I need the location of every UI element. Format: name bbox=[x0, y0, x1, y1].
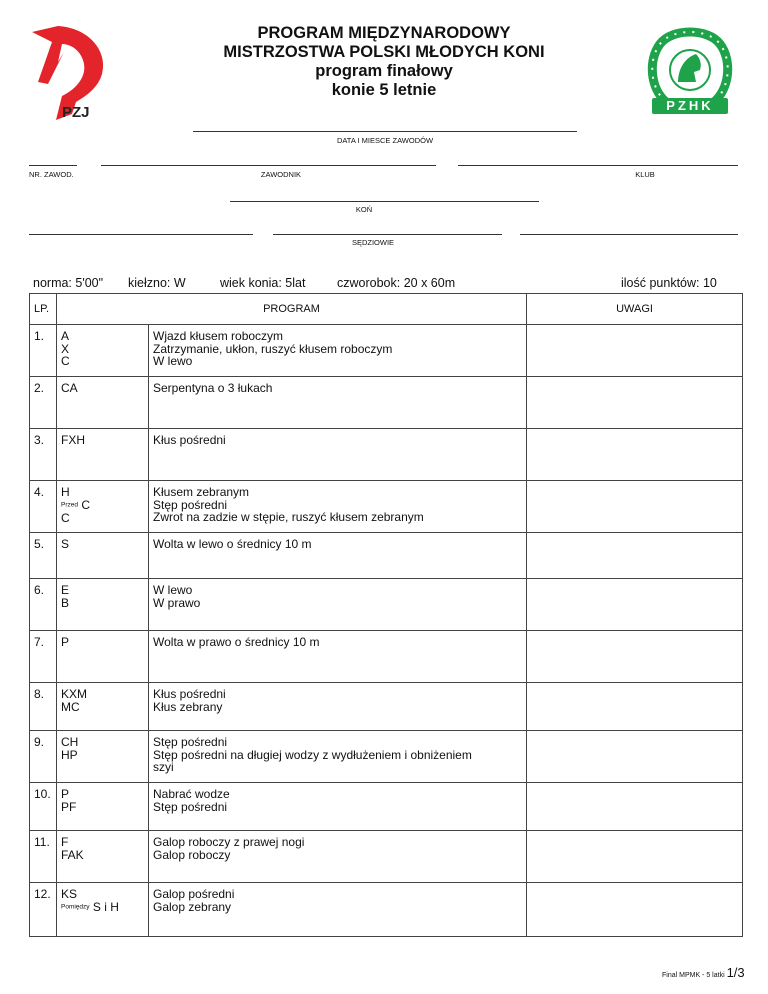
cell-program bbox=[149, 683, 527, 731]
arena-mark: FXH bbox=[61, 433, 85, 447]
movement-line: Zwrot na zadzie w stępie, ruszyć kłusem zebranym bbox=[153, 510, 424, 524]
mark-line bbox=[61, 499, 144, 512]
table-row bbox=[30, 683, 743, 731]
lp-value: 4. bbox=[34, 485, 45, 499]
movement-line: Zatrzymanie, ukłon, ruszyć kłusem roboczym bbox=[153, 341, 393, 356]
table-row bbox=[30, 831, 743, 883]
table-row bbox=[30, 325, 743, 377]
program-table bbox=[29, 293, 743, 937]
title-line: PROGRAM MIĘDZYNARODOWY bbox=[257, 24, 511, 42]
header-uwagi: UWAGI bbox=[527, 294, 743, 325]
movement-line: Stęp pośredni bbox=[153, 497, 228, 512]
cell-uwagi[interactable] bbox=[527, 631, 743, 683]
mark-line bbox=[61, 330, 144, 343]
mark-line bbox=[61, 584, 144, 597]
arena-mark: S bbox=[61, 537, 70, 551]
arena-mark: F bbox=[61, 835, 69, 849]
arena-mark: X bbox=[61, 341, 70, 356]
mark-line bbox=[61, 382, 144, 395]
cell-uwagi[interactable] bbox=[527, 683, 743, 731]
info-punkty: ilość punktów: 10 bbox=[621, 276, 717, 290]
cell-marks bbox=[57, 783, 149, 831]
cell-uwagi[interactable] bbox=[527, 325, 743, 377]
table-row bbox=[30, 377, 743, 429]
movement-line: Kłus zebrany bbox=[153, 699, 223, 714]
arena-mark: B bbox=[61, 595, 70, 610]
lp-value: 2. bbox=[34, 381, 45, 395]
movement-line: Galop zebrany bbox=[153, 899, 232, 914]
arena-mark: KXM bbox=[61, 687, 88, 701]
cell-lp bbox=[30, 883, 57, 937]
cell-marks bbox=[57, 481, 149, 533]
cell-marks bbox=[57, 325, 149, 377]
cell-uwagi[interactable] bbox=[527, 533, 743, 579]
cell-lp bbox=[30, 783, 57, 831]
movement-line: Wolta w lewo o średnicy 10 m bbox=[153, 537, 312, 551]
arena-mark: C bbox=[81, 497, 90, 512]
movement-line: W prawo bbox=[153, 595, 201, 610]
cell-lp bbox=[30, 731, 57, 783]
cell-lp bbox=[30, 631, 57, 683]
arena-mark: C bbox=[61, 354, 70, 368]
page-title bbox=[150, 24, 618, 100]
pzhk-logo-text: PZHK bbox=[666, 98, 714, 113]
arena-mark: CA bbox=[61, 381, 78, 395]
table-row bbox=[30, 883, 743, 937]
mark-line bbox=[61, 538, 144, 551]
mark-prefix: Pomiędzy bbox=[61, 903, 90, 911]
cell-marks bbox=[57, 731, 149, 783]
arena-mark: A bbox=[61, 329, 70, 343]
lp-value: 1. bbox=[34, 329, 45, 343]
table-row bbox=[30, 631, 743, 683]
movement-line: Stęp pośredni bbox=[153, 735, 228, 749]
arena-mark: P bbox=[61, 787, 70, 801]
footer-label: Final MPMK - 5 latki bbox=[662, 972, 725, 979]
cell-marks bbox=[57, 579, 149, 631]
mark-line bbox=[61, 355, 144, 368]
horse-label: KOŃ bbox=[355, 205, 373, 214]
cell-uwagi[interactable] bbox=[527, 783, 743, 831]
arena-mark: MC bbox=[61, 699, 80, 714]
cell-lp bbox=[30, 533, 57, 579]
judge-line-1[interactable] bbox=[29, 234, 253, 235]
cell-uwagi[interactable] bbox=[527, 377, 743, 429]
pzhk-logo bbox=[644, 20, 736, 120]
mark-line bbox=[61, 597, 144, 610]
cell-marks bbox=[57, 429, 149, 481]
footer bbox=[662, 965, 745, 980]
cell-uwagi[interactable] bbox=[527, 481, 743, 533]
cell-lp bbox=[30, 325, 57, 377]
movement-line: Kłus pośredni bbox=[153, 687, 226, 701]
mark-line bbox=[61, 701, 144, 714]
lp-value: 3. bbox=[34, 433, 45, 447]
table-row bbox=[30, 579, 743, 631]
table-row bbox=[30, 731, 743, 783]
club-label: KLUB bbox=[635, 170, 655, 179]
movement-line: W lewo bbox=[153, 354, 193, 368]
arena-mark: S i H bbox=[92, 899, 119, 914]
arena-mark: PF bbox=[61, 799, 77, 814]
lp-value: 5. bbox=[34, 537, 45, 551]
mark-line bbox=[61, 849, 144, 862]
movement-line: Kłus pośredni bbox=[153, 433, 226, 447]
judge-line-2[interactable] bbox=[273, 234, 502, 235]
cell-program bbox=[149, 533, 527, 579]
cell-program bbox=[149, 481, 527, 533]
competitor-no-line[interactable] bbox=[29, 165, 77, 166]
pzj-logo-text: PZJ bbox=[62, 104, 90, 121]
page-number: 1/3 bbox=[726, 965, 745, 980]
mark-line bbox=[61, 512, 144, 525]
pzj-logo bbox=[28, 22, 118, 130]
cell-marks bbox=[57, 883, 149, 937]
info-norma: norma: 5'00" bbox=[33, 276, 104, 290]
horse-line[interactable] bbox=[230, 201, 539, 202]
info-kielzno: kiełzno: W bbox=[128, 276, 186, 290]
title-line: program finałowy bbox=[315, 62, 453, 80]
cell-lp bbox=[30, 683, 57, 731]
movement-line: Serpentyna o 3 łukach bbox=[153, 381, 273, 395]
cell-uwagi[interactable] bbox=[527, 731, 743, 783]
table-header-row bbox=[30, 294, 743, 325]
cell-program bbox=[149, 579, 527, 631]
lp-value: 9. bbox=[34, 735, 45, 749]
mark-line bbox=[61, 901, 144, 914]
arena-mark: FAK bbox=[61, 847, 84, 862]
arena-mark: E bbox=[61, 583, 70, 597]
judge-line-3[interactable] bbox=[520, 234, 738, 235]
table-row bbox=[30, 533, 743, 579]
arena-mark: P bbox=[61, 635, 70, 649]
cell-lp bbox=[30, 831, 57, 883]
movement-line: Wolta w prawo o średnicy 10 m bbox=[153, 635, 320, 649]
cell-program bbox=[149, 731, 527, 783]
cell-marks bbox=[57, 631, 149, 683]
table-row bbox=[30, 783, 743, 831]
cell-program bbox=[149, 831, 527, 883]
table-row bbox=[30, 481, 743, 533]
cell-program bbox=[149, 783, 527, 831]
arena-mark: H bbox=[61, 485, 70, 499]
club-line[interactable] bbox=[458, 165, 738, 166]
arena-mark: HP bbox=[61, 747, 78, 762]
mark-line bbox=[61, 434, 144, 447]
lp-value: 8. bbox=[34, 687, 45, 701]
lp-value: 7. bbox=[34, 635, 45, 649]
cell-marks bbox=[57, 533, 149, 579]
mark-line bbox=[61, 636, 144, 649]
cell-program bbox=[149, 883, 527, 937]
info-wiek: wiek konia: 5lat bbox=[220, 276, 306, 290]
title-line: konie 5 letnie bbox=[331, 81, 437, 99]
table-row bbox=[30, 429, 743, 481]
judges-label: SĘDZIOWIE bbox=[351, 238, 395, 247]
lp-value: 6. bbox=[34, 583, 45, 597]
movement-line: szyi bbox=[153, 760, 174, 774]
header-program: PROGRAM bbox=[57, 294, 527, 325]
cell-uwagi[interactable] bbox=[527, 883, 743, 937]
movement-line: Stęp pośredni bbox=[153, 799, 228, 814]
cell-lp bbox=[30, 481, 57, 533]
cell-uwagi[interactable] bbox=[527, 429, 743, 481]
arena-mark: C bbox=[61, 510, 70, 525]
date-place-line[interactable] bbox=[193, 131, 577, 132]
lp-value: 10. bbox=[34, 787, 51, 801]
mark-line bbox=[61, 749, 144, 762]
cell-uwagi[interactable] bbox=[527, 831, 743, 883]
lp-value: 11. bbox=[34, 835, 50, 849]
movement-line: Galop pośredni bbox=[153, 887, 235, 901]
cell-program bbox=[149, 377, 527, 429]
cell-lp bbox=[30, 579, 57, 631]
arena-mark: CH bbox=[61, 735, 79, 749]
cell-uwagi[interactable] bbox=[527, 579, 743, 631]
mark-line bbox=[61, 486, 144, 499]
rider-line[interactable] bbox=[101, 165, 436, 166]
title-line: MISTRZOSTWA POLSKI MŁODYCH KONI bbox=[223, 43, 545, 61]
movement-line: Galop roboczy bbox=[153, 847, 231, 862]
cell-marks bbox=[57, 683, 149, 731]
movement-line: Nabrać wodze bbox=[153, 787, 230, 801]
rider-label: ZAWODNIK bbox=[260, 170, 302, 179]
info-czworobok: czworobok: 20 x 60m bbox=[337, 276, 456, 290]
movement-line: Stęp pośredni na długiej wodzy z wydłużeniem i obniżeniem bbox=[153, 747, 472, 762]
cell-marks bbox=[57, 377, 149, 429]
header-lp: LP. bbox=[30, 294, 57, 325]
mark-line bbox=[61, 343, 144, 356]
date-place-label: DATA I MIESCE ZAWODÓW bbox=[336, 136, 434, 145]
cell-lp bbox=[30, 429, 57, 481]
cell-program bbox=[149, 325, 527, 377]
movement-line: Wjazd kłusem roboczym bbox=[153, 329, 284, 343]
movement-line: Galop roboczy z prawej nogi bbox=[153, 835, 305, 849]
cell-lp bbox=[30, 377, 57, 429]
competitor-no-label: NR. ZAWOD. bbox=[29, 170, 74, 179]
mark-prefix: Przed bbox=[61, 501, 78, 509]
lp-value: 12. bbox=[34, 887, 51, 901]
cell-marks bbox=[57, 831, 149, 883]
movement-line: W lewo bbox=[153, 583, 193, 597]
mark-line bbox=[61, 801, 144, 814]
arena-mark: KS bbox=[61, 887, 78, 901]
movement-line: Kłusem zebranym bbox=[153, 485, 250, 499]
cell-program bbox=[149, 429, 527, 481]
cell-program bbox=[149, 631, 527, 683]
